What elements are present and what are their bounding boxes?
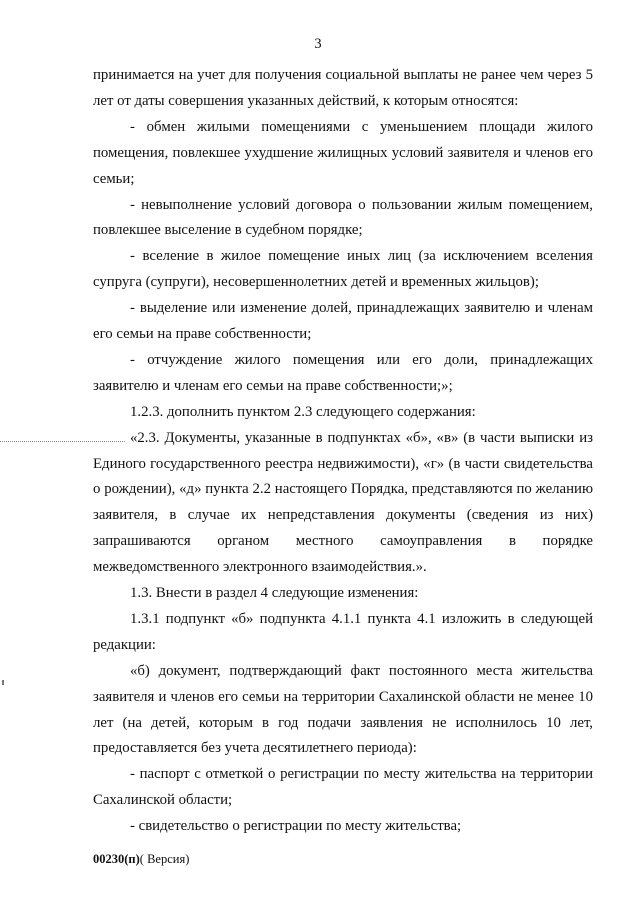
text-line: - свидетельство о регистрации по месту жительства; [130, 818, 462, 834]
footer-document-code: 00230(п) [93, 852, 140, 866]
text-line: - обмен жилыми помещениями с уменьшением площади жилого [130, 119, 593, 135]
scan-artifact-dotted-line [0, 441, 125, 442]
text-line: запрашиваются органом местного самоуправления в порядке [93, 533, 593, 549]
document-footer [93, 852, 189, 867]
text-line: - выделение или изменение долей, принадлежащих заявителю и членам [130, 300, 593, 316]
text-line: его семьи на праве собственности; [93, 326, 312, 342]
text-line: заявителю и членам его семьи на праве собственности;»; [93, 378, 453, 394]
text-line: лет (на детей, которым в год подачи заявления не исполнилось 10 лет, [93, 715, 593, 731]
text-line: «2.3. Документы, указанные в подпунктах «б», «в» (в части выписки из [130, 430, 593, 446]
text-line: Единого государственного реестра недвижимости), «г» (в части свидетельства [93, 456, 593, 472]
scan-artifact-edge-mark [2, 680, 4, 685]
text-line: 1.3.1 подпункт «б» подпункта 4.1.1 пункта 4.1 изложить в следующей [130, 611, 593, 627]
text-line: 1.3. Внести в раздел 4 следующие изменения: [130, 585, 419, 601]
text-line: о рождении), «д» пункта 2.2 настоящего Порядка, представляются по желанию [93, 481, 593, 497]
text-line: повлекшее выселение в судебном порядке; [93, 222, 363, 238]
page-number: 3 [314, 36, 322, 52]
text-line: предоставляется без учета десятилетнего периода): [93, 740, 417, 756]
text-line: - невыполнение условий договора о пользовании жилым помещением, [130, 197, 593, 213]
text-line: принимается на учет для получения социальной выплаты не ранее чем через 5 [93, 67, 593, 83]
text-line: Сахалинской области; [93, 792, 233, 808]
text-line: лет от даты совершения указанных действий, к которым относятся: [93, 93, 519, 109]
text-line: - вселение в жилое помещение иных лиц (за исключением вселения [130, 248, 593, 264]
text-line: супруга (супруги), несовершеннолетних детей и временных жильцов); [93, 274, 539, 290]
text-line: заявителя, в случае их непредставления документы (сведения из них) [93, 507, 593, 523]
text-line: заявителя и членов его семьи на территории Сахалинской области не менее 10 [93, 689, 593, 705]
text-line: «б) документ, подтверждающий факт постоянного места жительства [130, 663, 593, 679]
text-line: межведомственного электронного взаимодействия.». [93, 559, 427, 575]
text-line: редакции: [93, 637, 156, 653]
text-line: - отчуждение жилого помещения или его доли, принадлежащих [130, 352, 593, 368]
footer-version: ( Версия) [139, 852, 190, 866]
text-line: 1.2.3. дополнить пунктом 2.3 следующего содержания: [130, 404, 476, 420]
text-line: семьи; [93, 171, 135, 187]
text-line: помещения, повлекшее ухудшение жилищных условий заявителя и членов его [93, 145, 593, 161]
text-line: - паспорт с отметкой о регистрации по месту жительства на территории [130, 766, 593, 782]
